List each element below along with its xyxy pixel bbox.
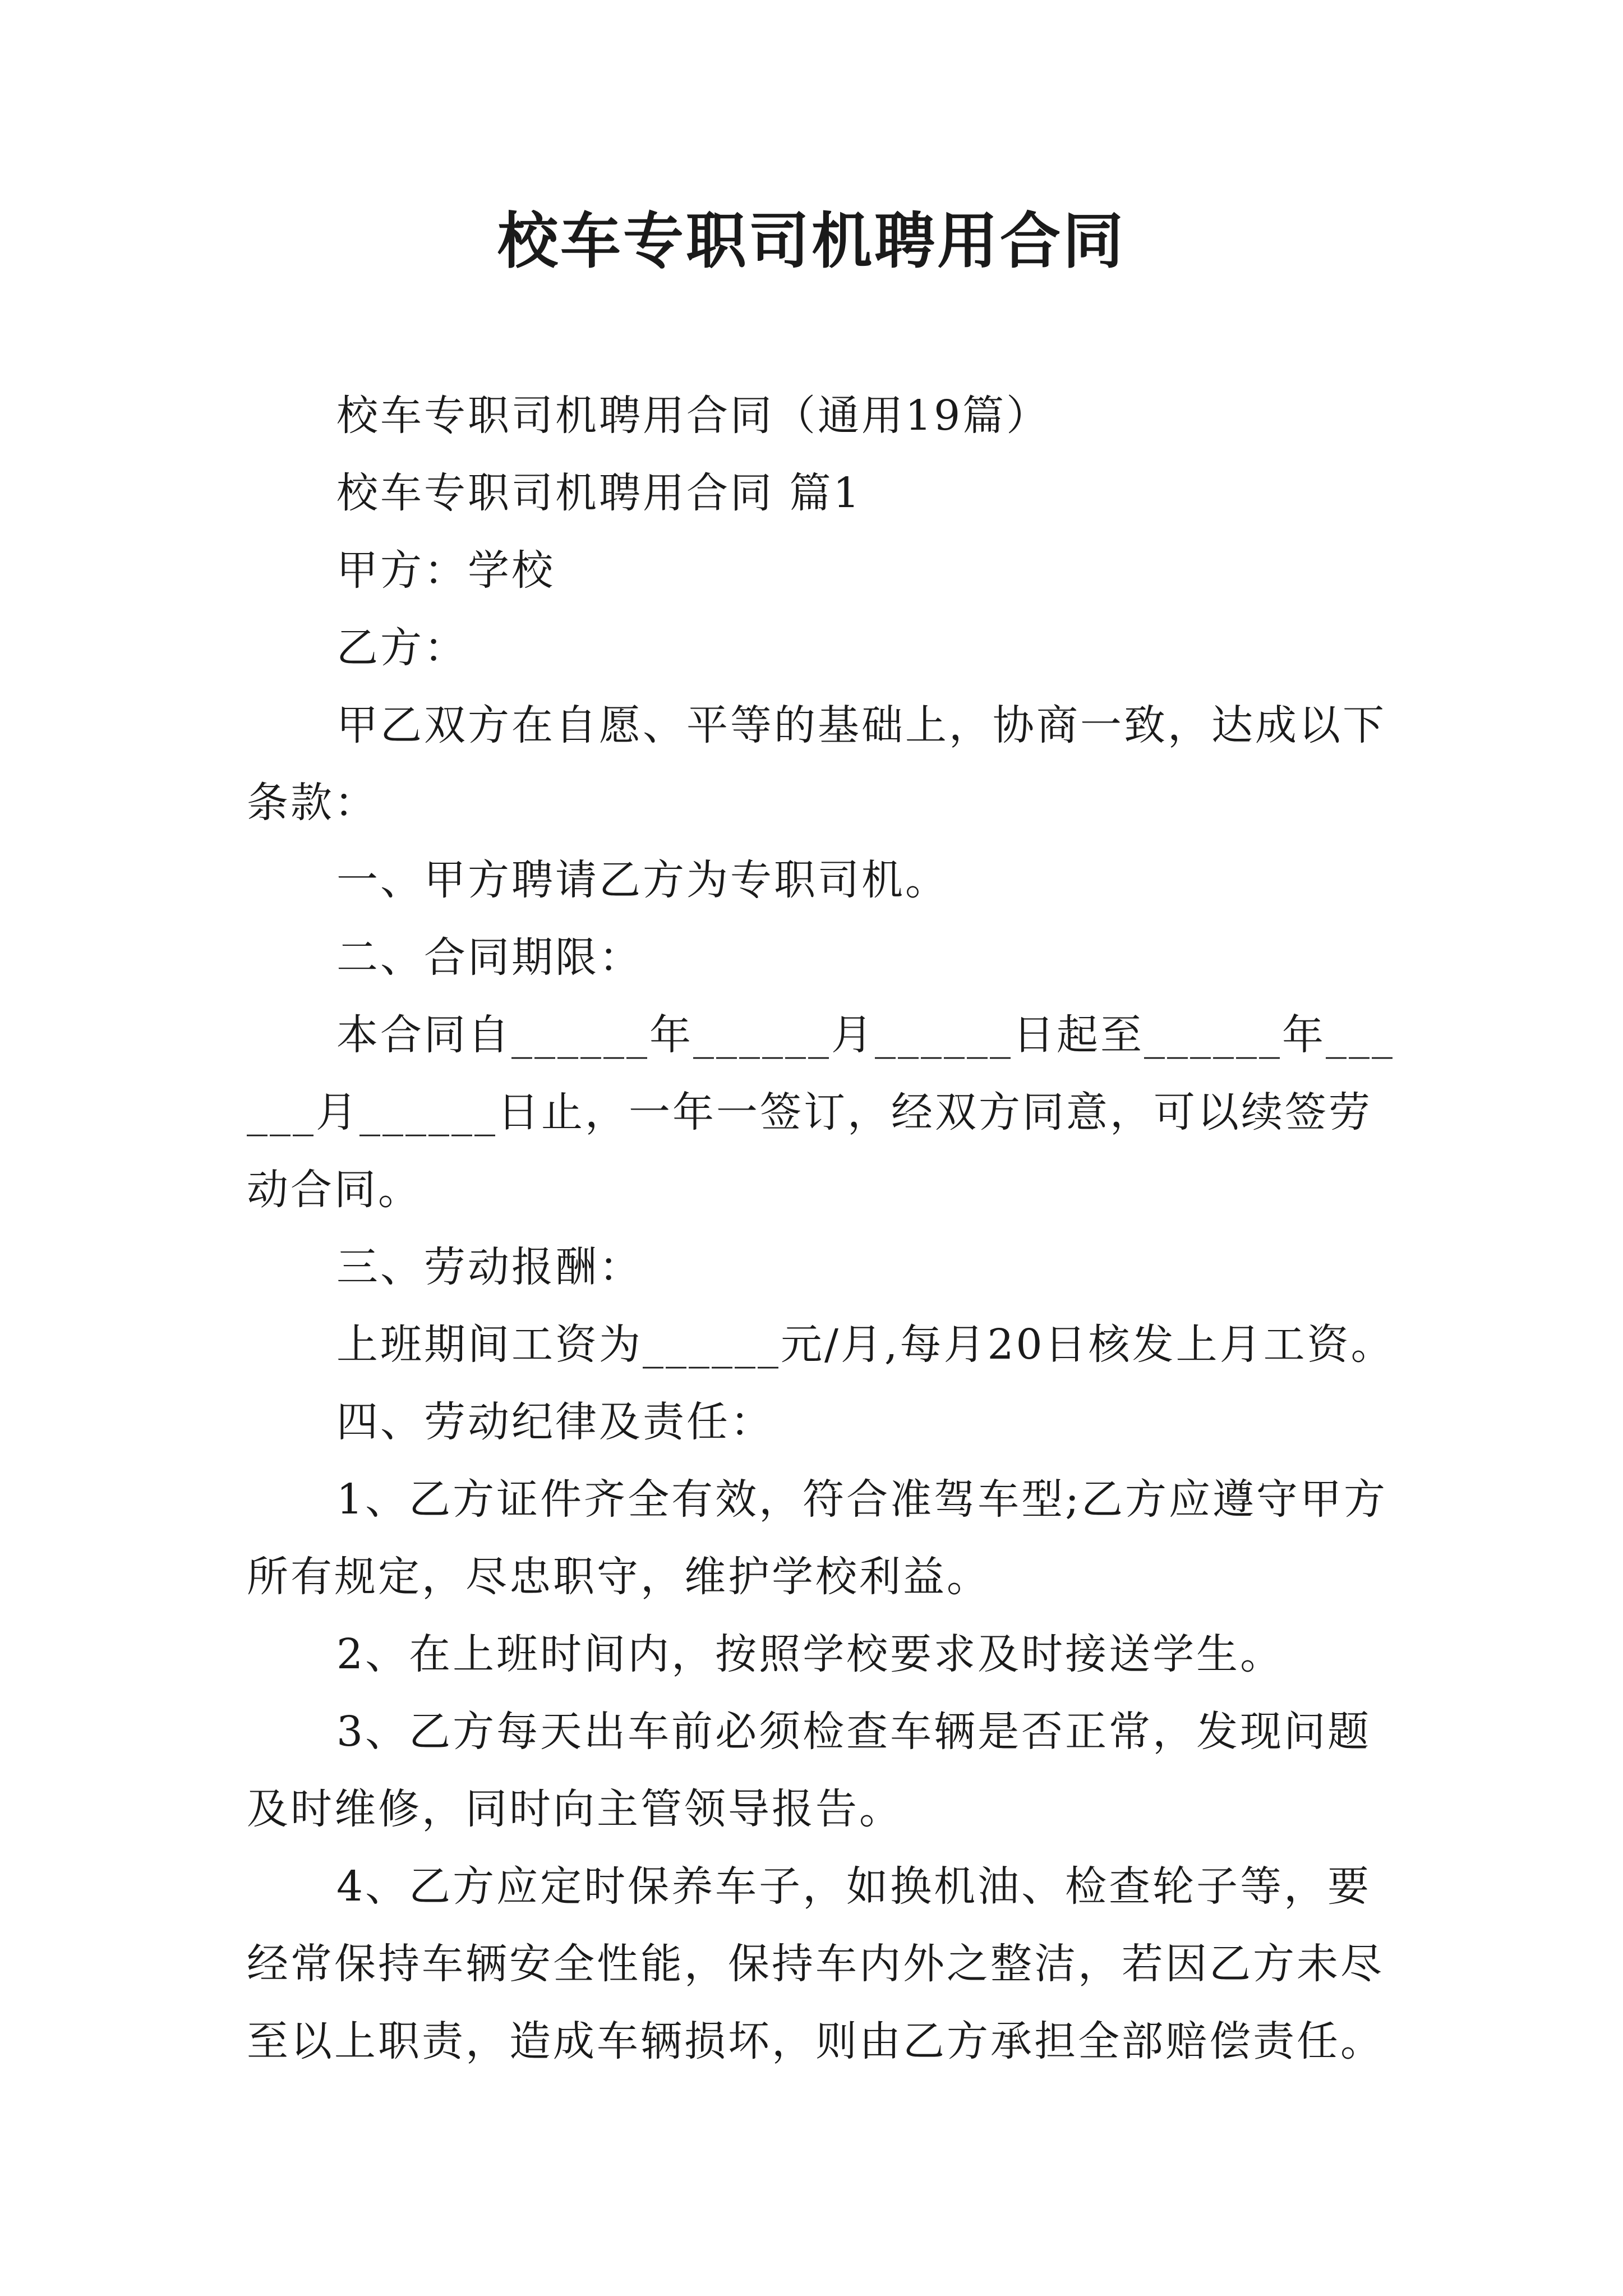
- paragraph-duty-2: 2、在上班时间内，按照学校要求及时接送学生。: [336, 1630, 1284, 1678]
- document-title: 校车专职司机聘用合同: [497, 206, 1126, 277]
- paragraph-duty-3: 3、乙方每天出车前必须检查车辆是否正常，发现问题及时维修，同时向主管领导报告。: [247, 1708, 1372, 1833]
- paragraph-salary: 上班期间工资为______元/月,每月20日核发上月工资。: [336, 1320, 1395, 1369]
- paragraph-duty-4: 4、乙方应定时保养车子，如换机油、检查轮子等，要经常保持车辆安全性能，保持车内外之整洁，若因乙方未尽至以上职责，造成车辆损坏，则由乙方承担全部赔偿责任。: [247, 1862, 1384, 2065]
- paragraph-clause-2-heading: 二、合同期限：: [336, 933, 643, 982]
- paragraph-party-a: 甲方：学校: [336, 546, 555, 595]
- paragraph-party-b: 乙方：: [336, 624, 468, 672]
- paragraph-contract-term: 本合同自______年______月______日起至______年______月______日止，一年一签订，经双方同意，可以续签劳动合同。: [247, 1011, 1395, 1214]
- document-body: [247, 377, 1396, 2080]
- paragraph-subtitle: 校车专职司机聘用合同（通用19篇）: [336, 392, 1050, 440]
- paragraph-duty-1: 1、乙方证件齐全有效，符合准驾车型;乙方应遵守甲方所有规定，尽忠职守，维护学校利益。: [247, 1475, 1388, 1601]
- paragraph-clause-4-heading: 四、劳动纪律及责任：: [336, 1398, 774, 1446]
- paragraph-clause-3-heading: 三、劳动报酬：: [336, 1243, 643, 1291]
- paragraph-preamble: 甲乙双方在自愿、平等的基础上，协商一致，达成以下条款：: [247, 701, 1386, 827]
- paragraph-clause-1: 一、甲方聘请乙方为专职司机。: [336, 856, 949, 904]
- paragraph-section-heading: 校车专职司机聘用合同 篇1: [336, 469, 862, 517]
